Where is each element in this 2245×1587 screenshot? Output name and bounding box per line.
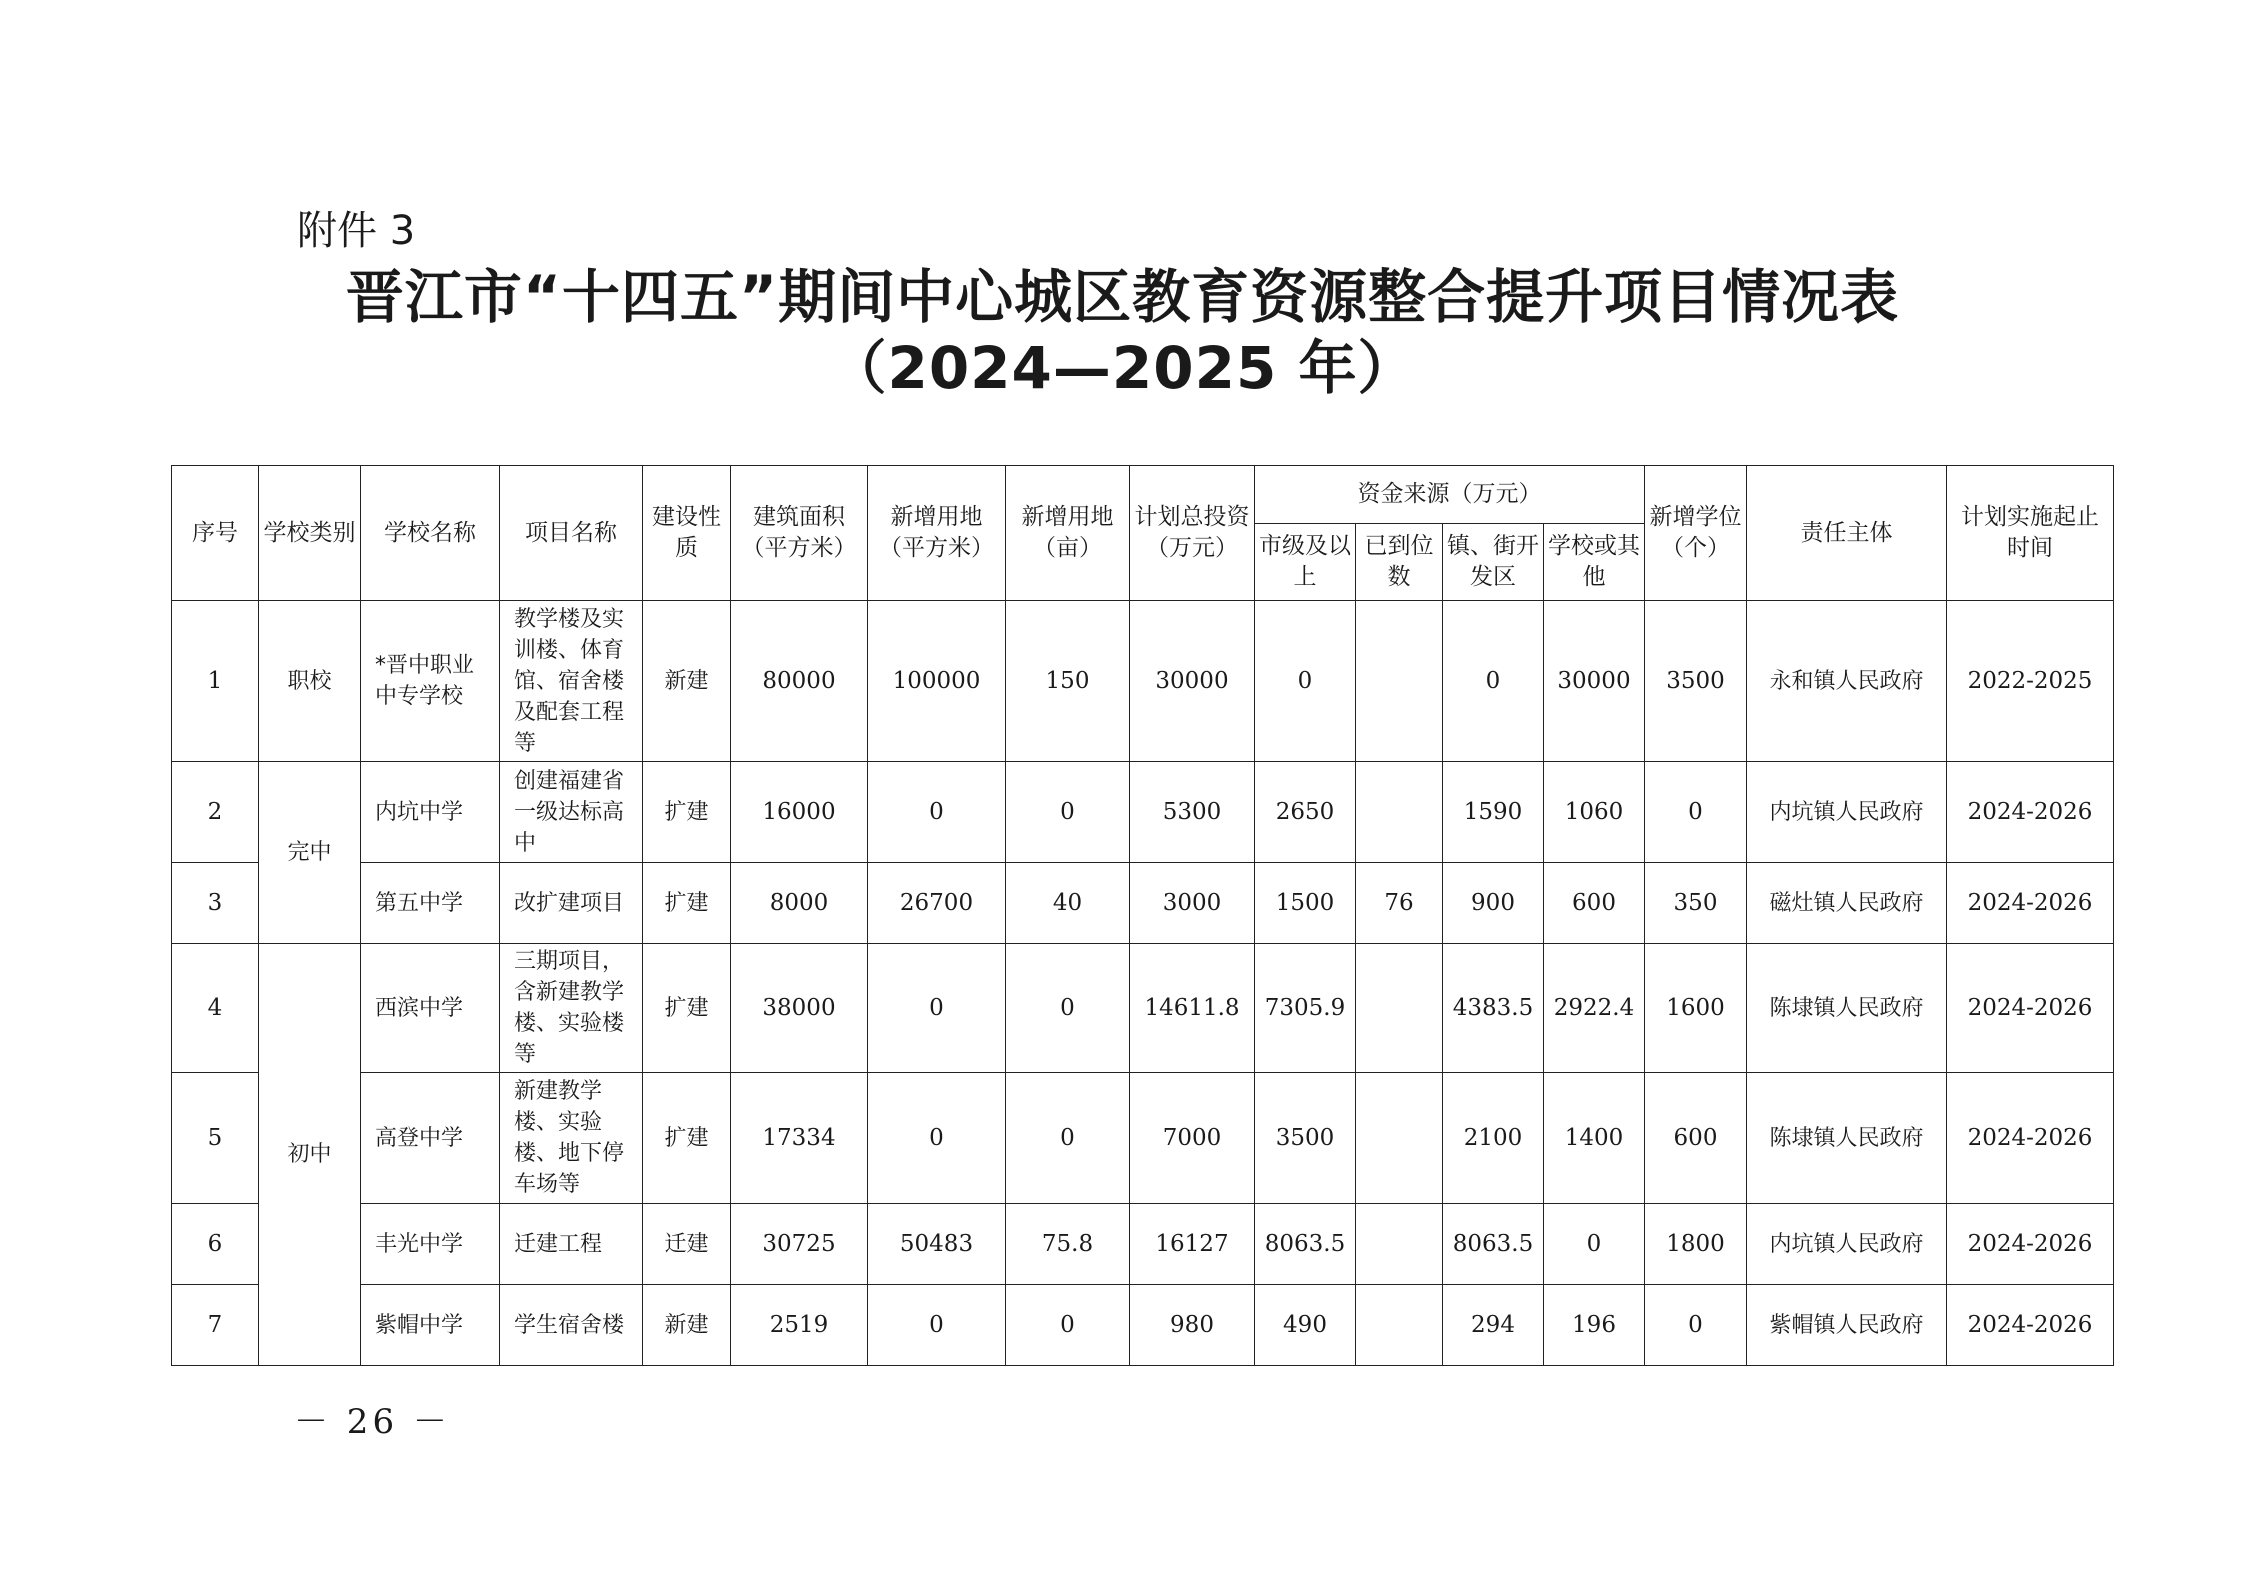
cell-responsible: 陈埭镇人民政府: [1747, 1073, 1947, 1204]
cell-project-name: 教学楼及实训楼、体育馆、宿舍楼及配套工程等: [500, 601, 643, 762]
cell-seats: 0: [1645, 762, 1747, 863]
cell-school-name: 丰光中学: [361, 1204, 500, 1285]
cell-area: 80000: [731, 601, 868, 762]
cell-land-mu: 0: [1006, 1073, 1130, 1204]
header-funds-arrived: 已到位数: [1356, 524, 1443, 601]
cell-area: 30725: [731, 1204, 868, 1285]
cell-funds-arrived: [1356, 1073, 1443, 1204]
header-responsible: 责任主体: [1747, 466, 1947, 601]
cell-seats: 600: [1645, 1073, 1747, 1204]
cell-land-sqm: 0: [868, 944, 1006, 1073]
cell-funds-school: 30000: [1544, 601, 1645, 762]
cell-funds-town: 294: [1443, 1285, 1544, 1366]
cell-seats: 350: [1645, 863, 1747, 944]
cell-responsible: 磁灶镇人民政府: [1747, 863, 1947, 944]
cell-school-type: 完中: [259, 762, 361, 944]
cell-area: 17334: [731, 1073, 868, 1204]
cell-funds-school: 1400: [1544, 1073, 1645, 1204]
cell-funds-city: 2650: [1255, 762, 1356, 863]
cell-funds-city: 0: [1255, 601, 1356, 762]
table-row: [172, 762, 2114, 863]
cell-period: 2024-2026: [1947, 863, 2114, 944]
cell-funds-arrived: [1356, 944, 1443, 1073]
cell-funds-arrived: [1356, 601, 1443, 762]
cell-invest: 7000: [1130, 1073, 1255, 1204]
cell-funds-town: 1590: [1443, 762, 1544, 863]
cell-responsible: 陈埭镇人民政府: [1747, 944, 1947, 1073]
cell-funds-arrived: [1356, 1204, 1443, 1285]
header-area: 建筑面积（平方米）: [731, 466, 868, 601]
cell-funds-town: 900: [1443, 863, 1544, 944]
cell-funds-city: 1500: [1255, 863, 1356, 944]
cell-seq: 7: [172, 1285, 259, 1366]
cell-period: 2024-2026: [1947, 762, 2114, 863]
cell-funds-city: 7305.9: [1255, 944, 1356, 1073]
table-row: [172, 1073, 2114, 1204]
cell-seats: 1800: [1645, 1204, 1747, 1285]
cell-school-name: 西滨中学: [361, 944, 500, 1073]
cell-seats: 1600: [1645, 944, 1747, 1073]
document-title: 晋江市“十四五”期间中心城区教育资源整合提升项目情况表: [345, 263, 1900, 331]
cell-project-name: 改扩建项目: [500, 863, 643, 944]
header-seats: 新增学位（个）: [1645, 466, 1747, 601]
cell-area: 16000: [731, 762, 868, 863]
cell-land-sqm: 100000: [868, 601, 1006, 762]
header-school-type: 学校类别: [259, 466, 361, 601]
cell-nature: 扩建: [643, 1073, 731, 1204]
cell-funds-school: 1060: [1544, 762, 1645, 863]
header-nature: 建设性质: [643, 466, 731, 601]
cell-invest: 980: [1130, 1285, 1255, 1366]
table-row: [172, 1204, 2114, 1285]
cell-area: 38000: [731, 944, 868, 1073]
page-number: － 26 －: [294, 1402, 451, 1442]
cell-project-name: 创建福建省一级达标高中: [500, 762, 643, 863]
cell-funds-school: 196: [1544, 1285, 1645, 1366]
cell-seats: 0: [1645, 1285, 1747, 1366]
cell-nature: 新建: [643, 1285, 731, 1366]
cell-period: 2024-2026: [1947, 1285, 2114, 1366]
cell-responsible: 内坑镇人民政府: [1747, 1204, 1947, 1285]
cell-invest: 14611.8: [1130, 944, 1255, 1073]
cell-land-sqm: 26700: [868, 863, 1006, 944]
header-period: 计划实施起止时间: [1947, 466, 2114, 601]
cell-area: 2519: [731, 1285, 868, 1366]
cell-funds-school: 0: [1544, 1204, 1645, 1285]
cell-land-mu: 0: [1006, 944, 1130, 1073]
header-funds-city: 市级及以上: [1255, 524, 1356, 601]
attachment-label: 附件 3: [297, 208, 416, 254]
header-seq: 序号: [172, 466, 259, 601]
cell-funds-town: 2100: [1443, 1073, 1544, 1204]
cell-land-mu: 150: [1006, 601, 1130, 762]
cell-invest: 5300: [1130, 762, 1255, 863]
cell-responsible: 内坑镇人民政府: [1747, 762, 1947, 863]
table-row: [172, 1285, 2114, 1366]
cell-seq: 6: [172, 1204, 259, 1285]
cell-nature: 迁建: [643, 1204, 731, 1285]
cell-nature: 新建: [643, 601, 731, 762]
cell-responsible: 永和镇人民政府: [1747, 601, 1947, 762]
cell-project-name: 新建教学楼、实验楼、地下停车场等: [500, 1073, 643, 1204]
table-row: [172, 863, 2114, 944]
cell-funds-arrived: 76: [1356, 863, 1443, 944]
cell-funds-arrived: [1356, 1285, 1443, 1366]
cell-funds-arrived: [1356, 762, 1443, 863]
table-row: [172, 601, 2114, 762]
cell-land-sqm: 0: [868, 1073, 1006, 1204]
cell-period: 2024-2026: [1947, 1073, 2114, 1204]
cell-period: 2024-2026: [1947, 944, 2114, 1073]
cell-school-type: 职校: [259, 601, 361, 762]
header-funds-town: 镇、街开发区: [1443, 524, 1544, 601]
cell-invest: 16127: [1130, 1204, 1255, 1285]
header-funds-group: 资金来源（万元）: [1255, 466, 1645, 524]
cell-funds-town: 4383.5: [1443, 944, 1544, 1073]
cell-seq: 1: [172, 601, 259, 762]
cell-period: 2024-2026: [1947, 1204, 2114, 1285]
cell-school-name: *晋中职业中专学校: [361, 601, 500, 762]
cell-nature: 扩建: [643, 762, 731, 863]
cell-responsible: 紫帽镇人民政府: [1747, 1285, 1947, 1366]
cell-project-name: 三期项目，含新建教学楼、实验楼等: [500, 944, 643, 1073]
cell-nature: 扩建: [643, 944, 731, 1073]
projects-table: [171, 465, 2114, 1366]
cell-land-mu: 0: [1006, 1285, 1130, 1366]
cell-funds-city: 490: [1255, 1285, 1356, 1366]
header-school-name: 学校名称: [361, 466, 500, 601]
cell-land-mu: 40: [1006, 863, 1130, 944]
header-land-sqm: 新增用地（平方米）: [868, 466, 1006, 601]
cell-seq: 3: [172, 863, 259, 944]
table-row: [172, 944, 2114, 1073]
cell-school-name: 内坑中学: [361, 762, 500, 863]
cell-nature: 扩建: [643, 863, 731, 944]
cell-funds-school: 600: [1544, 863, 1645, 944]
cell-seq: 5: [172, 1073, 259, 1204]
cell-land-sqm: 0: [868, 762, 1006, 863]
header-project-name: 项目名称: [500, 466, 643, 601]
cell-funds-city: 3500: [1255, 1073, 1356, 1204]
cell-area: 8000: [731, 863, 868, 944]
cell-school-type: 初中: [259, 944, 361, 1366]
cell-funds-school: 2922.4: [1544, 944, 1645, 1073]
cell-land-mu: 75.8: [1006, 1204, 1130, 1285]
cell-school-name: 第五中学: [361, 863, 500, 944]
cell-period: 2022-2025: [1947, 601, 2114, 762]
header-land-mu: 新增用地（亩）: [1006, 466, 1130, 601]
cell-funds-town: 8063.5: [1443, 1204, 1544, 1285]
cell-seq: 4: [172, 944, 259, 1073]
cell-funds-town: 0: [1443, 601, 1544, 762]
cell-invest: 30000: [1130, 601, 1255, 762]
cell-land-sqm: 0: [868, 1285, 1006, 1366]
cell-school-name: 高登中学: [361, 1073, 500, 1204]
cell-funds-city: 8063.5: [1255, 1204, 1356, 1285]
cell-project-name: 学生宿舍楼: [500, 1285, 643, 1366]
header-invest: 计划总投资（万元）: [1130, 466, 1255, 601]
document-subtitle: （2024—2025 年）: [828, 334, 1417, 402]
cell-project-name: 迁建工程: [500, 1204, 643, 1285]
cell-land-sqm: 50483: [868, 1204, 1006, 1285]
cell-seq: 2: [172, 762, 259, 863]
cell-school-name: 紫帽中学: [361, 1285, 500, 1366]
cell-seats: 3500: [1645, 601, 1747, 762]
header-funds-school: 学校或其他: [1544, 524, 1645, 601]
cell-land-mu: 0: [1006, 762, 1130, 863]
cell-invest: 3000: [1130, 863, 1255, 944]
